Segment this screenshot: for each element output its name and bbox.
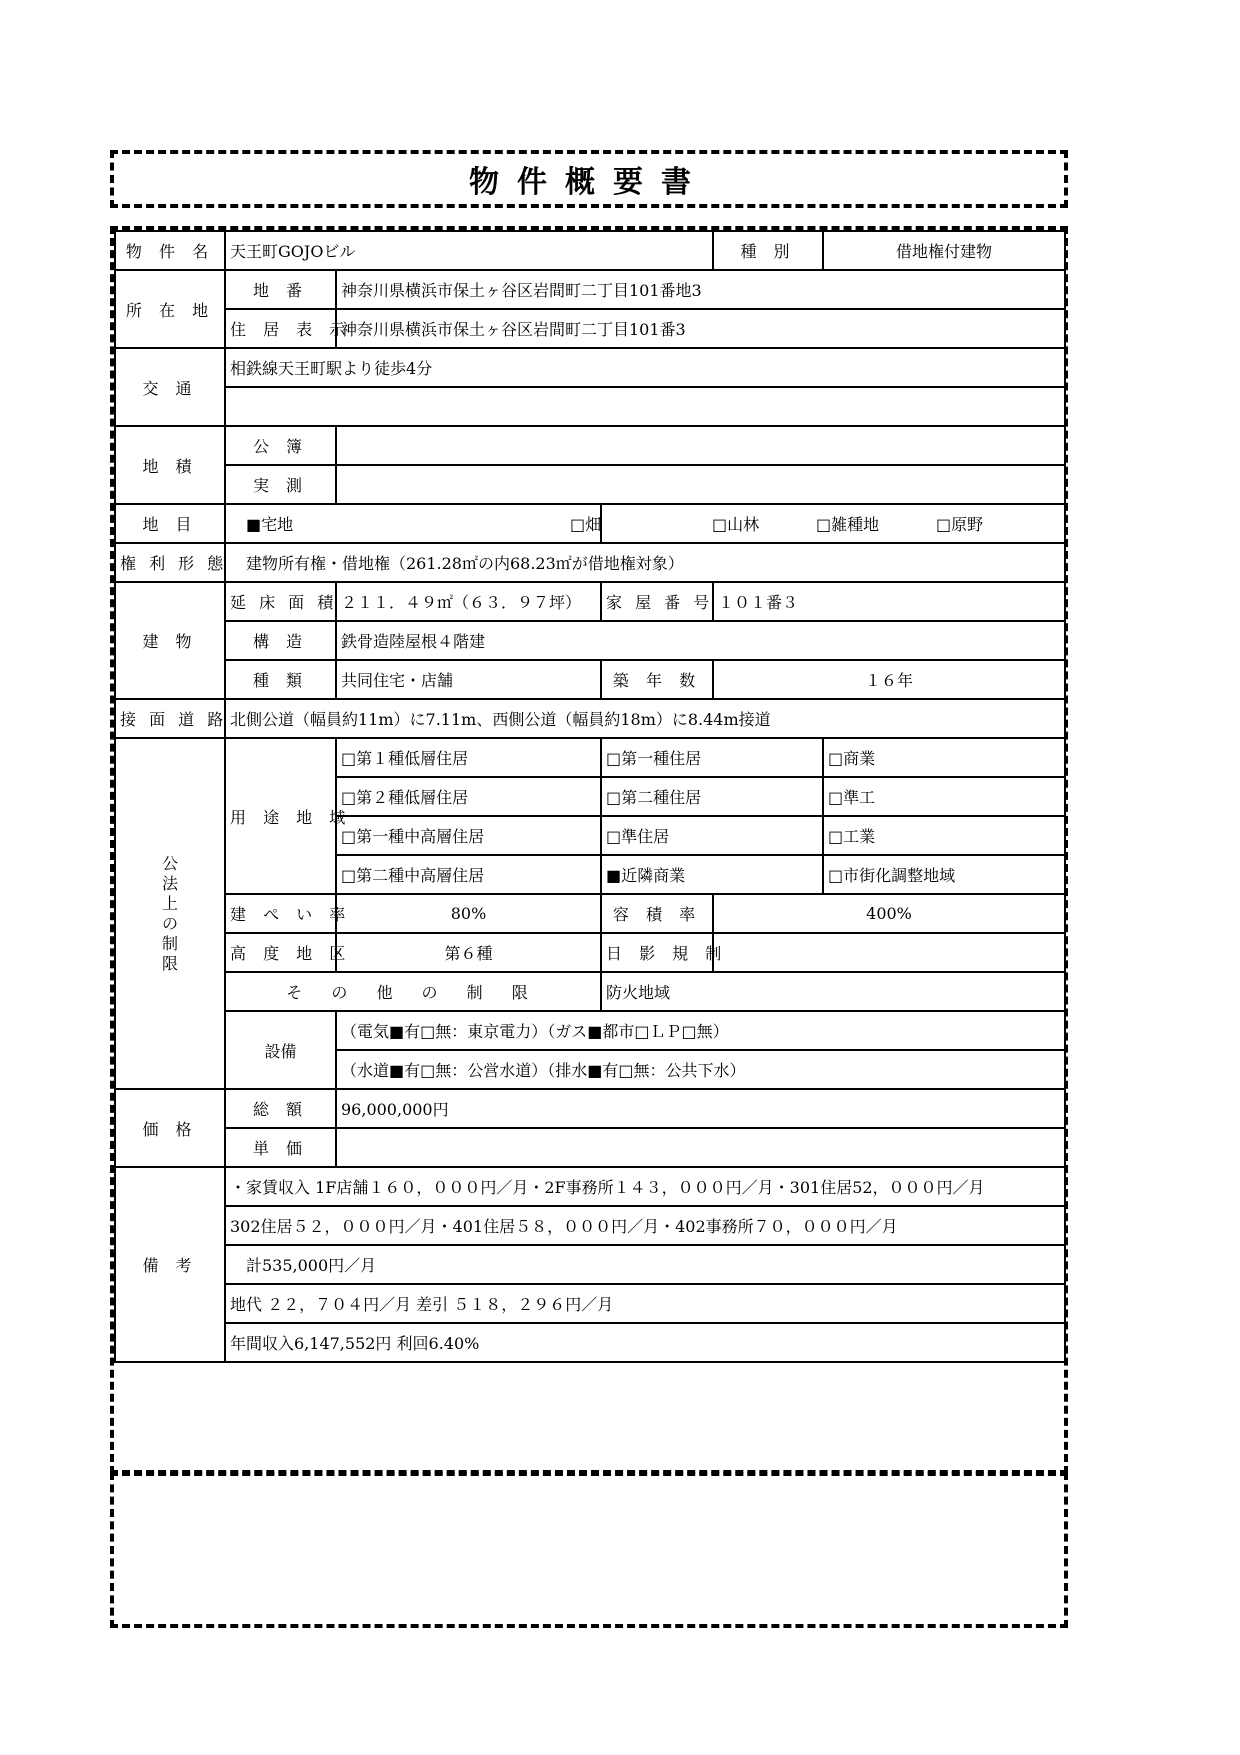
registry-value [336,426,1065,465]
row-land-registry [115,426,1065,465]
road-label: 接 面 道 路 [115,699,225,738]
address-label: 住 居 表 示 [225,309,336,348]
zoning-cell: □商業 [823,738,1065,777]
remarks-line4: 地代 ２２，７０４円／月 差引 ５１８，２９６円／月 [225,1284,1065,1323]
zoning-label: 用 途 地 域 [225,738,336,894]
row-road [115,699,1065,738]
row-land-survey [115,465,1065,504]
property-type-label: 種 別 [713,231,823,270]
row-building-structure [115,621,1065,660]
lot-value: 神奈川県横浜市保土ヶ谷区岩間町二丁目101番地3 [336,270,1065,309]
property-type: 借地権付建物 [823,231,1065,270]
far-value: 400% [713,894,1065,933]
document-title: 物件概要書 [469,165,709,200]
kind-label: 種 類 [225,660,336,699]
rights-label: 権 利 形 態 [115,543,225,582]
row-property [115,231,1065,270]
row-zoning-1 [115,738,1065,777]
row-lot [115,270,1065,309]
row-building-area [115,582,1065,621]
house-no-label: 家 屋 番 号 [601,582,713,621]
lot-label: 地 番 [225,270,336,309]
total-label: 総 額 [225,1089,336,1128]
regulations-label [115,738,225,1089]
other-value: 防火地域 [601,972,1065,1011]
zoning-cell: □準工 [823,777,1065,816]
zoning-cell: □第一種住居 [601,738,823,777]
coverage-value: 80% [336,894,601,933]
land-area-label: 地 積 [115,426,225,504]
row-remarks-1 [115,1167,1065,1206]
regulations-label-text: 公法上の制限 [161,853,178,973]
row-other-restrictions [115,972,1065,1011]
structure-value: 鉄骨造陸屋根４階建 [336,621,1065,660]
height-value: 第６種 [336,933,601,972]
house-no-value: １０１番３ [713,582,1065,621]
row-rights [115,543,1065,582]
zoning-cell: □第１種低層住居 [336,738,601,777]
row-price-unit [115,1128,1065,1167]
title-frame [110,150,1068,208]
row-facilities-1 [115,1011,1065,1050]
row-transport-1 [115,348,1065,387]
land-option-field: □畑 [570,515,602,534]
remarks-label: 備 考 [115,1167,225,1362]
structure-label: 構 造 [225,621,336,660]
row-remarks-2 [115,1206,1065,1245]
floor-area-label: 延 床 面 積 [225,582,336,621]
age-value: １６年 [713,660,1065,699]
zoning-cell: □工業 [823,816,1065,855]
kind-value: 共同住宅・店舗 [336,660,601,699]
land-option-wild: □原野 [936,515,984,534]
remarks-line1: ・家賃収入 1F店舗１６０，０００円／月・2F事務所１４３，０００円／月・301住居52，０００円／月 [225,1167,1065,1206]
land-category-label: 地 目 [115,504,225,543]
survey-label: 実 測 [225,465,336,504]
property-summary-table [114,230,1066,1363]
property-name-label: 物 件 名 [115,231,225,270]
land-category-options-b [570,504,1065,543]
location-label: 所 在 地 [115,270,225,348]
age-label: 築 年 数 [601,660,713,699]
row-height [115,933,1065,972]
unit-label: 単 価 [225,1128,336,1167]
rights-value: 建物所有権・借地権（261.28㎡の内68.23㎡が借地権対象） [225,543,1065,582]
remarks-line2: 302住居５２，０００円／月・401住居５８，０００円／月・402事務所７０，０００円／月 [225,1206,1065,1245]
transport-label: 交 通 [115,348,225,426]
registry-label: 公 簿 [225,426,336,465]
zoning-cell: □第二種中高層住居 [336,855,601,894]
row-building-kind [115,660,1065,699]
row-land-category [115,504,1065,543]
zoning-cell: □市街化調整地域 [823,855,1065,894]
coverage-label: 建 ぺ い 率 [225,894,336,933]
row-address [115,309,1065,348]
far-label: 容 積 率 [601,894,713,933]
remarks-line5: 年間収入6,147,552円 利回6.40% [225,1323,1065,1362]
address-value: 神奈川県横浜市保土ヶ谷区岩間町二丁目101番3 [336,309,1065,348]
row-coverage [115,894,1065,933]
footer-frame [110,1472,1068,1628]
height-label: 高 度 地 区 [225,933,336,972]
zoning-cell: □第一種中高層住居 [336,816,601,855]
row-remarks-5 [115,1323,1065,1362]
land-option-forest: □山林 [712,515,760,534]
facilities-line2: （水道■有□無：公営水道）（排水■有□無：公共下水） [336,1050,1065,1089]
row-remarks-4 [115,1284,1065,1323]
floor-area-value: ２１１．４９㎡（６３．９７坪） [336,582,601,621]
property-name: 天王町GOJOビル [225,231,713,270]
land-option-residential: ■宅地 [246,515,294,534]
road-value: 北側公道（幅員約11m）に7.11m、西側公道（幅員約18m）に8.44m接道 [225,699,1065,738]
shadow-value [713,933,1065,972]
price-label: 価 格 [115,1089,225,1167]
zoning-cell: ■近隣商業 [601,855,823,894]
remarks-line3: 計535,000円／月 [225,1245,1065,1284]
transport-line1: 相鉄線天王町駅より徒歩4分 [225,348,1065,387]
zoning-cell: □第二種住居 [601,777,823,816]
facilities-line1: （電気■有□無：東京電力）（ガス■都市□ＬＰ□無） [336,1011,1065,1050]
shadow-label: 日 影 規 制 [601,933,713,972]
row-transport-2 [115,387,1065,426]
land-category-options-a [225,504,601,543]
row-price-total [115,1089,1065,1128]
facilities-label: 設備 [225,1011,336,1089]
building-label: 建 物 [115,582,225,699]
row-remarks-3 [115,1245,1065,1284]
survey-value [336,465,1065,504]
zoning-cell: □準住居 [601,816,823,855]
total-value: 96,000,000円 [336,1089,1065,1128]
unit-value [336,1128,1065,1167]
other-label: そ の 他 の 制 限 [225,972,601,1011]
transport-line2 [225,387,1065,426]
zoning-cell: □第２種低層住居 [336,777,601,816]
land-option-misc: □雑種地 [816,515,880,534]
